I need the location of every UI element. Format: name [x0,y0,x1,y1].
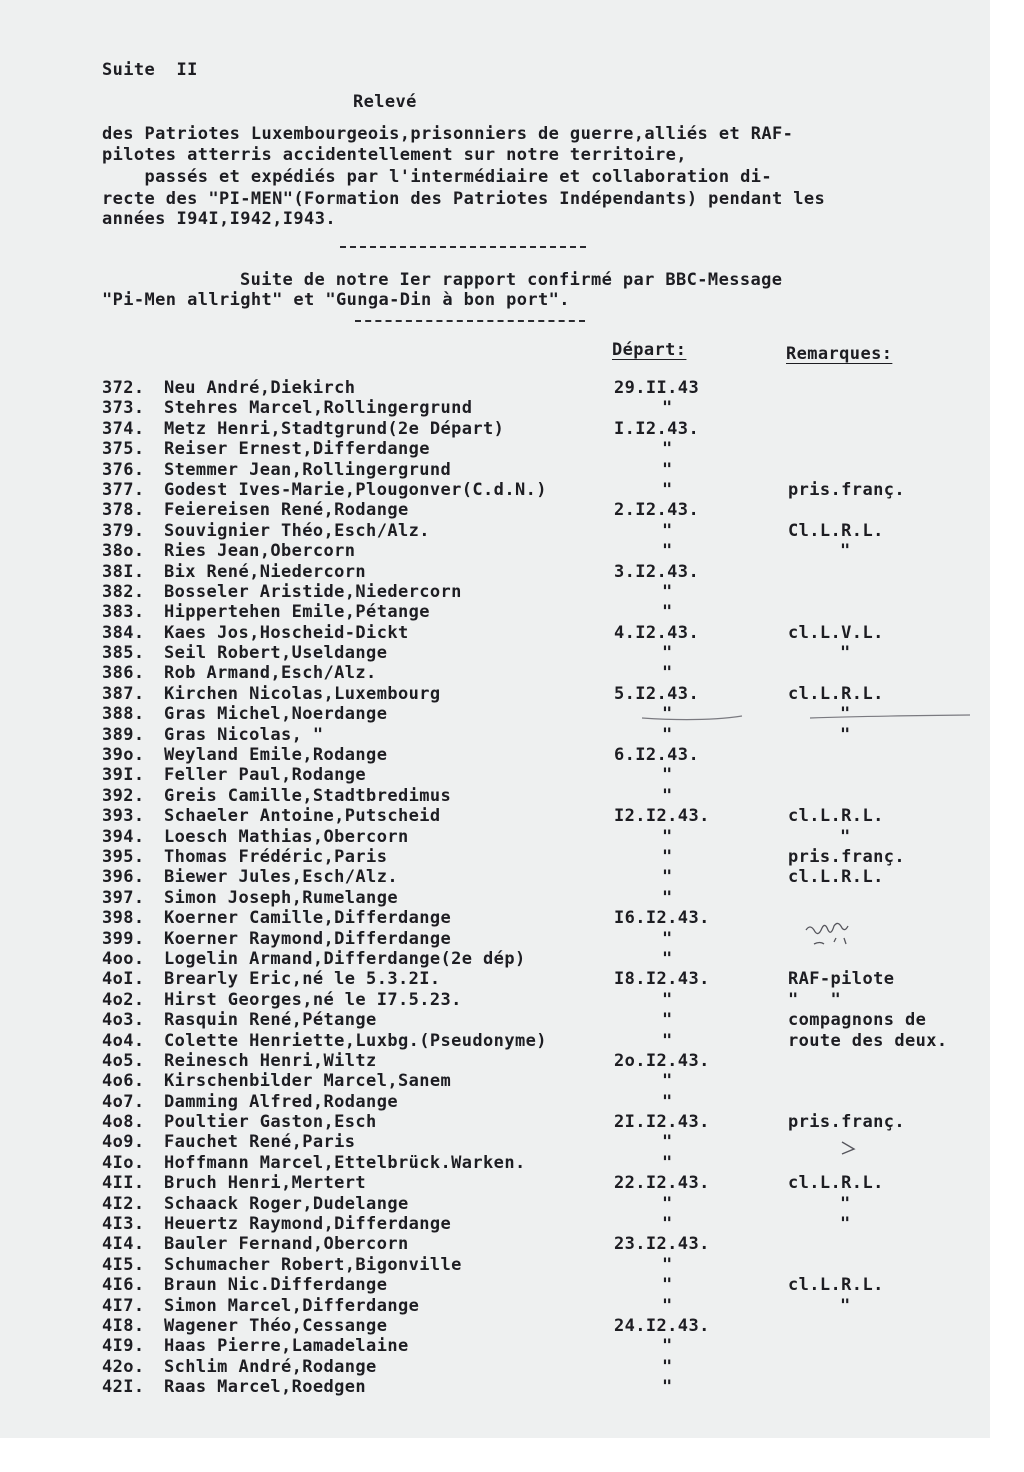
entry-row [102,1194,982,1214]
entry-row [102,1255,982,1275]
entry-row [102,990,982,1010]
intro-line: années I94I,I942,I943. [102,209,336,229]
entry-row [102,378,982,398]
entry-departure: " [662,663,673,684]
entry-departure: " [662,602,673,623]
entry-departure: " [662,765,673,786]
entry-departure: " [662,1214,673,1235]
entry-number: 399. [102,928,145,949]
entry-name: Raas Marcel,Roedgen [164,1377,367,1398]
entry-name: Loesch Mathias,Obercorn [164,826,409,847]
entry-row [102,643,982,663]
entry-number: 375. [102,439,145,460]
entry-number: 386. [102,663,145,684]
entry-remark: " [840,826,851,847]
entry-row [102,1336,982,1356]
entry-name: Bosseler Aristide,Niedercorn [164,581,462,602]
entry-departure: 2I.I2.43. [614,1112,710,1133]
separator-rule [355,320,585,322]
entry-remark: " [840,1193,851,1214]
entry-departure: " [662,541,673,562]
entry-row [102,623,982,643]
entry-row [102,1071,982,1091]
entry-row [102,602,982,622]
entry-row [102,480,982,500]
entry-name: Kirschenbilder Marcel,Sanem [164,1071,452,1092]
entry-name: Rob Armand,Esch/Alz. [164,663,377,684]
entry-number: 398. [102,908,145,929]
entry-number: 4oI. [102,969,145,990]
entry-departure: " [662,479,673,500]
entry-name: Reinesch Henri,Wiltz [164,1050,377,1071]
entry-number: 38o. [102,541,145,562]
entry-name: Haas Pierre,Lamadelaine [164,1336,409,1357]
entry-name: Damming Alfred,Rodange [164,1091,398,1112]
entry-name: Braun Nic.Differdange [164,1275,388,1296]
entry-name: Logelin Armand,Differdange(2e dép) [164,948,526,969]
entry-departure: " [662,1152,673,1173]
entry-departure: 2.I2.43. [614,500,700,521]
entry-name: Simon Marcel,Differdange [164,1295,420,1316]
entry-departure: " [662,1010,673,1031]
document-title: Relevé [353,92,417,112]
entry-remark: " " [788,989,842,1010]
intro-line: des Patriotes Luxembourgeois,prisonniers de guerre,alliés et RAF- [102,124,794,144]
entry-remark: " [840,704,851,725]
entry-name: Bauler Fernand,Obercorn [164,1234,409,1255]
entry-name: Schaeler Antoine,Putscheid [164,806,441,827]
entry-row [102,1051,982,1071]
entry-departure: 23.I2.43. [614,1234,710,1255]
entry-row [102,1377,982,1397]
entry-number: 4o7. [102,1091,145,1112]
entry-remark: Cl.L.R.L. [788,520,884,541]
entry-departure: " [662,1336,673,1357]
entry-name: Stemmer Jean,Rollingergrund [164,459,452,480]
entry-departure: " [662,826,673,847]
entry-departure: 4.I2.43. [614,622,700,643]
entry-number: 388. [102,704,145,725]
entry-number: 389. [102,724,145,745]
entry-number: 393. [102,806,145,827]
entry-remark: " [840,643,851,664]
entry-name: Bruch Henri,Mertert [164,1173,367,1194]
entry-name: Hoffmann Marcel,Ettelbrück.Warken. [164,1152,526,1173]
entry-name: Koerner Raymond,Differdange [164,928,452,949]
entry-number: 4I9. [102,1336,145,1357]
entry-number: 379. [102,520,145,541]
entry-row [102,969,982,989]
entry-departure: " [662,459,673,480]
entry-number: 4o2. [102,989,145,1010]
entry-number: 4o4. [102,1030,145,1051]
entry-number: 4oo. [102,948,145,969]
entry-number: 394. [102,826,145,847]
entry-name: Heuertz Raymond,Differdange [164,1214,452,1235]
entry-row [102,1234,982,1254]
entry-row [102,745,982,765]
entry-remark: compagnons de [788,1010,927,1031]
entry-departure: " [662,398,673,419]
arrow-mark [820,1138,870,1158]
entry-departure: I.I2.43. [614,418,700,439]
entry-departure: " [662,643,673,664]
entry-departure: 22.I2.43. [614,1173,710,1194]
entry-number: 395. [102,846,145,867]
entry-name: Hirst Georges,né le I7.5.23. [164,989,462,1010]
entry-name: Kirchen Nicolas,Luxembourg [164,683,441,704]
entry-number: 4I8. [102,1315,145,1336]
entry-name: Gras Nicolas, " [164,724,324,745]
entry-number: 382. [102,581,145,602]
entry-row [102,1031,982,1051]
entry-departure: 3.I2.43. [614,561,700,582]
entry-number: 387. [102,683,145,704]
entry-number: 4I3. [102,1214,145,1235]
entry-departure: " [662,1091,673,1112]
entry-name: Greis Camille,Stadtbredimus [164,785,452,806]
entry-row [102,1296,982,1316]
entry-name: Stehres Marcel,Rollingergrund [164,398,473,419]
entry-number: 4I7. [102,1295,145,1316]
entry-departure: " [662,439,673,460]
column-header-depart: Départ: [612,340,687,360]
entry-row [102,582,982,602]
entry-departure: 5.I2.43. [614,683,700,704]
entry-departure: " [662,704,673,725]
entry-number: 38I. [102,561,145,582]
entry-number: 4I2. [102,1193,145,1214]
entry-row [102,460,982,480]
entry-departure: " [662,887,673,908]
entry-number: 42o. [102,1356,145,1377]
entry-row [102,725,982,745]
entry-name: Rasquin René,Pétange [164,1010,377,1031]
entry-name: Colette Henriette,Luxbg.(Pseudonyme) [164,1030,547,1051]
entry-row [102,398,982,418]
entry-number: 384. [102,622,145,643]
pencil-line-mark [640,706,980,726]
intro-line: passés et expédiés par l'intermédiaire et collaboration di- [102,167,772,187]
entry-number: 378. [102,500,145,521]
entry-name: Reiser Ernest,Differdange [164,439,430,460]
entry-remark: pris.franç. [788,846,905,867]
entry-number: 4I5. [102,1254,145,1275]
entry-number: 372. [102,378,145,398]
entry-name: Brearly Eric,né le 5.3.2I. [164,969,441,990]
intro-line: recte des "PI-MEN"(Formation des Patriotes Indépendants) pendant les [102,189,826,209]
entry-departure: " [662,1295,673,1316]
entry-row [102,888,982,908]
entry-name: Metz Henri,Stadtgrund(2e Départ) [164,418,505,439]
separator-rule [340,246,586,248]
entry-departure: " [662,948,673,969]
entry-departure: " [662,785,673,806]
entry-remark: " [840,724,851,745]
entry-row [102,1214,982,1234]
entry-row [102,562,982,582]
entry-departure: " [662,1030,673,1051]
entry-number: 376. [102,459,145,480]
entry-number: 42I. [102,1377,145,1398]
entry-row [102,541,982,561]
entry-name: Bix René,Niedercorn [164,561,367,582]
entry-number: 377. [102,479,145,500]
entry-remark: cl.L.R.L. [788,683,884,704]
entry-row [102,1316,982,1336]
entry-row [102,439,982,459]
entry-name: Feiereisen René,Rodange [164,500,409,521]
entry-departure: " [662,846,673,867]
entry-name: Seil Robert,Useldange [164,643,388,664]
entry-remark: " [840,1214,851,1235]
entry-departure: " [662,1275,673,1296]
column-header-remarques: Remarques: [786,344,893,364]
entry-remark: RAF-pilote [788,969,895,990]
entry-number: 4o8. [102,1112,145,1133]
entry-name: Kaes Jos,Hoscheid-Dickt [164,622,409,643]
entry-row [102,1112,982,1132]
entry-name: Feller Paul,Rodange [164,765,367,786]
entry-remark: cl.L.R.L. [788,867,884,888]
entry-name: Schaack Roger,Dudelange [164,1193,409,1214]
entry-name: Neu André,Diekirch [164,378,356,398]
entry-row [102,1010,982,1030]
entry-row [102,786,982,806]
entry-departure: I6.I2.43. [614,908,710,929]
entry-departure: " [662,1356,673,1377]
entry-departure: 24.I2.43. [614,1315,710,1336]
entry-name: Gras Michel,Noerdange [164,704,388,725]
handwritten-annotation [800,918,870,952]
entry-name: Godest Ives-Marie,Plougonver(C.d.N.) [164,479,547,500]
entry-name: Ries Jean,Obercorn [164,541,356,562]
entry-name: Schlim André,Rodange [164,1356,377,1377]
entry-number: 39I. [102,765,145,786]
entry-departure: 2o.I2.43. [614,1050,710,1071]
entry-name: Poultier Gaston,Esch [164,1112,377,1133]
entry-number: 373. [102,398,145,419]
entry-number: 4o3. [102,1010,145,1031]
entry-name: Weyland Emile,Rodange [164,745,388,766]
entry-departure: " [662,928,673,949]
entry-number: 4Io. [102,1152,145,1173]
entry-number: 4o9. [102,1132,145,1153]
entry-row [102,827,982,847]
entry-departure: " [662,1254,673,1275]
entry-number: 385. [102,643,145,664]
suite-line: Suite de notre Ier rapport confirmé par BBC-Message [240,270,783,290]
entry-number: 383. [102,602,145,623]
entry-departure: " [662,1377,673,1398]
entry-remark: cl.L.R.L. [788,806,884,827]
entry-departure: " [662,724,673,745]
entry-row [102,867,982,887]
suite-line: "Pi-Men allright" et "Gunga-Din à bon port". [102,290,570,310]
entry-row [102,806,982,826]
entry-number: 39o. [102,745,145,766]
entry-departure: " [662,1193,673,1214]
suite-heading: Suite II [102,60,198,80]
entry-name: Wagener Théo,Cessange [164,1315,388,1336]
entry-row [102,419,982,439]
entry-row [102,1275,982,1295]
entry-row [102,765,982,785]
entry-name: Simon Joseph,Rumelange [164,887,398,908]
entry-remark: " [840,1295,851,1316]
entry-remark: pris.franç. [788,1112,905,1133]
entry-departure: 6.I2.43. [614,745,700,766]
entries-list [102,378,982,1398]
entry-departure: I2.I2.43. [614,806,710,827]
entry-number: 374. [102,418,145,439]
entry-number: 392. [102,785,145,806]
entry-row [102,1357,982,1377]
entry-name: Souvignier Théo,Esch/Alz. [164,520,430,541]
entry-remark: " [840,541,851,562]
entry-departure: " [662,581,673,602]
entry-row [102,847,982,867]
entry-departure: " [662,1071,673,1092]
entry-departure: 29.II.43 [614,378,700,398]
entry-departure: " [662,989,673,1010]
entry-number: 4I4. [102,1234,145,1255]
entry-number: 4I6. [102,1275,145,1296]
entry-row [102,1173,982,1193]
entry-number: 4o6. [102,1071,145,1092]
entry-name: Thomas Frédéric,Paris [164,846,388,867]
entry-name: Biewer Jules,Esch/Alz. [164,867,398,888]
entry-row [102,500,982,520]
entry-remark: route des deux. [788,1030,948,1051]
entry-remark: cl.L.V.L. [788,622,884,643]
entry-departure: I8.I2.43. [614,969,710,990]
entry-remark: cl.L.R.L. [788,1173,884,1194]
entry-departure: " [662,867,673,888]
entry-row [102,1092,982,1112]
entry-remark: cl.L.R.L. [788,1275,884,1296]
entry-departure: " [662,1132,673,1153]
entry-remark: pris.franç. [788,479,905,500]
entry-row [102,684,982,704]
entry-number: 4II. [102,1173,145,1194]
intro-line: pilotes atterris accidentellement sur notre territoire, [102,145,687,165]
entry-row [102,521,982,541]
entry-departure: " [662,520,673,541]
entry-name: Schumacher Robert,Bigonville [164,1254,462,1275]
entry-row [102,663,982,683]
entry-name: Koerner Camille,Differdange [164,908,452,929]
entry-number: 397. [102,887,145,908]
entry-name: Fauchet René,Paris [164,1132,356,1153]
entry-number: 4o5. [102,1050,145,1071]
entry-number: 396. [102,867,145,888]
entry-name: Hippertehen Emile,Pétange [164,602,430,623]
